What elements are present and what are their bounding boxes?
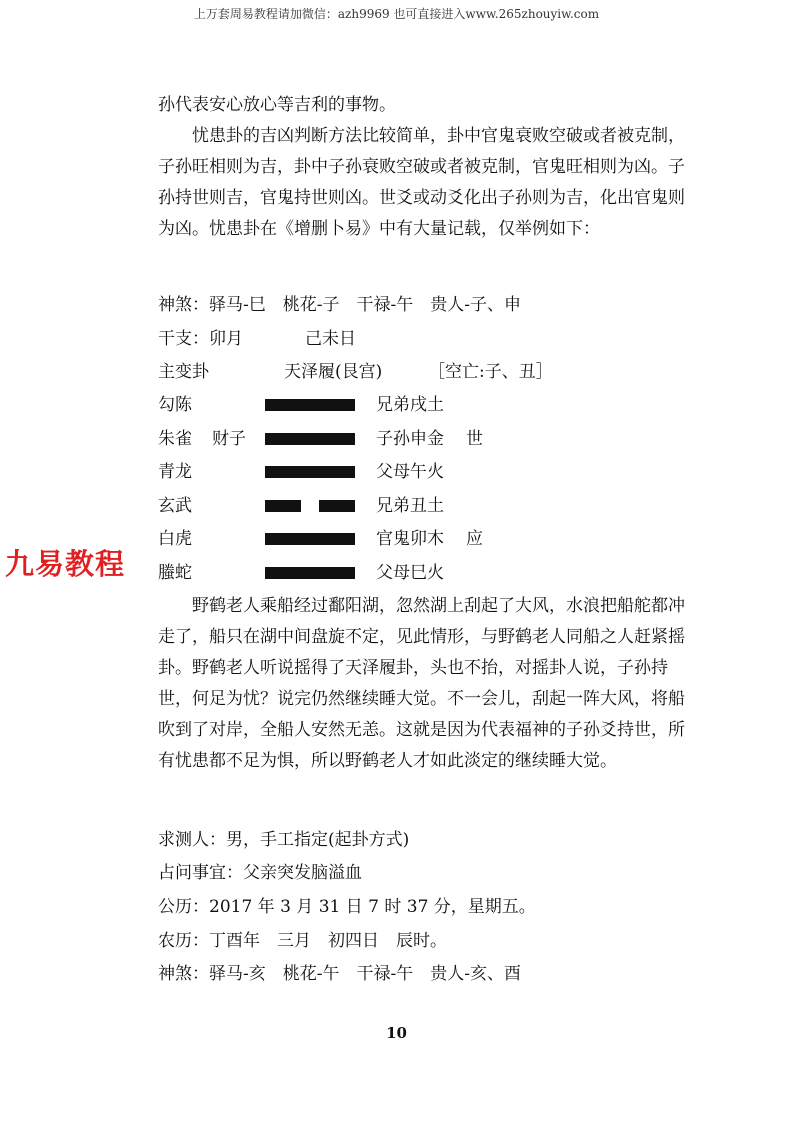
watermark-logo: 九易教程: [5, 547, 126, 581]
yang-line-symbol: [265, 466, 355, 478]
gua-line: [158, 558, 578, 588]
ganzhi-line: [158, 324, 458, 354]
yang-line-symbol: [265, 433, 355, 445]
yang-line-symbol: [265, 533, 355, 545]
gua-line: [158, 390, 578, 420]
liuqin: 兄弟戌土: [376, 395, 444, 415]
gua-line: [158, 424, 578, 454]
shi-ying-mark: 应: [466, 529, 483, 549]
shi-ying-mark: 世: [466, 428, 483, 449]
liuqin: 官鬼卯木: [376, 529, 444, 549]
six-god: 朱雀: [158, 428, 192, 449]
page-header: 上万套周易教程请加微信：azh9969 也可直接进入www.265zhouyiw.com: [193, 7, 600, 21]
ganzhi-month: 干支：卯月: [158, 329, 243, 349]
fushen: 财子: [212, 428, 246, 449]
six-god: 勾陈: [158, 395, 192, 415]
intro-line: 孙代表安心放心等吉利的事物。: [158, 95, 396, 115]
page-number: 10: [386, 1024, 407, 1042]
intro-paragraph: 忧患卦的吉凶判断方法比较简单，卦中官鬼衰败空破或者被克制，子孙旺相则为吉，卦中子孙衰败空破或者被克制，官鬼旺相则为凶。子孙持世则吉，官鬼持世则凶。世爻或动爻化出子孙则为吉，化出官鬼则为凶。忧患卦在《增删卜易》中有大量记载，仅举例如下：: [158, 126, 685, 239]
yang-line-symbol: [265, 399, 355, 411]
six-god: 玄武: [158, 495, 192, 516]
liuqin: 子孙申金: [376, 428, 444, 449]
story-section: [158, 591, 698, 777]
zhubian-line: [158, 357, 578, 387]
gua-line: [158, 524, 578, 554]
six-god: 白虎: [158, 529, 192, 549]
liuqin: 父母巳火: [376, 562, 444, 583]
ganzhi-day: 己未日: [305, 329, 356, 349]
intro-section: [158, 90, 698, 245]
liuqin: 父母午火: [376, 462, 444, 482]
gua-line: [158, 457, 578, 487]
story-paragraph: 野鹤老人乘船经过鄱阳湖，忽然湖上刮起了大风，水浪把船舵都冲走了，船只在湖中间盘旋不定，见此情形，与野鹤老人同船之人赶紧摇卦。野鹤老人听说摇得了天泽履卦，头也不抬，对摇卦人说，子孙持世，何足为忧？说完仍然继续睡大觉。不一会儿，刮起一阵大风，将船吹到了对岸，全船人安然无恙。这就是因为代表福神的子孙爻持世，所有忧患都不足为惧，所以野鹤老人才如此淡定的继续睡大觉。: [158, 596, 685, 771]
yang-line-symbol: [265, 567, 355, 579]
yin-line-symbol: [265, 500, 355, 512]
zhubian-label: 主变卦: [158, 362, 209, 382]
six-god: 青龙: [158, 462, 192, 482]
liuqin: 兄弟丑土: [376, 495, 444, 516]
gua-name: 天泽履(艮宫): [284, 362, 383, 382]
gua-line: [158, 491, 578, 521]
six-god: 螣蛇: [158, 562, 192, 583]
kongwang: ［空亡:子、丑］: [428, 362, 553, 382]
